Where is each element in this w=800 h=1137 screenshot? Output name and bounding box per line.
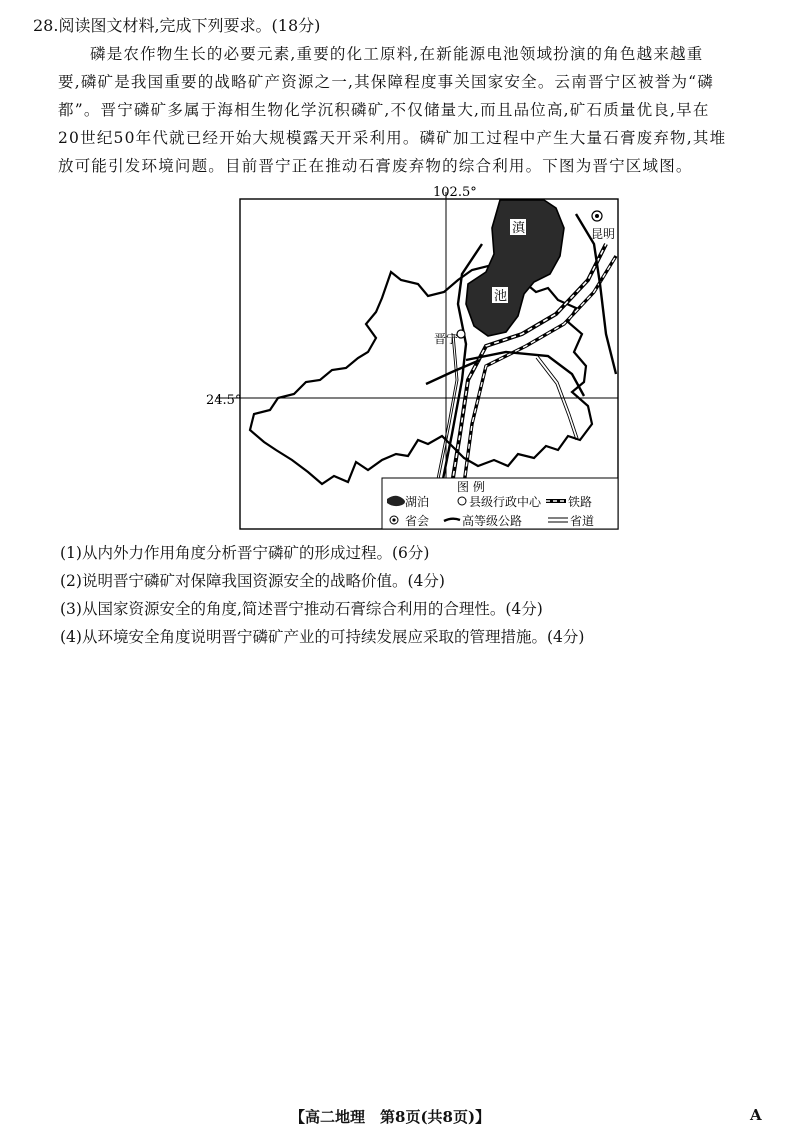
legend-county-symbol (458, 497, 466, 505)
legend-railway: 铁路 (568, 495, 593, 509)
subquestion-2: (2)说明晋宁磷矿对保障我国资源安全的战略价值。(4分) (60, 572, 445, 590)
legend-provincial: 省道 (570, 514, 595, 528)
capital-city-dot (595, 214, 599, 218)
longitude-label: 102.5° (433, 185, 477, 200)
subquestion-3: (3)从国家资源安全的角度,简述晋宁推动石膏综合利用的合理性。(4分) (60, 600, 543, 618)
material-line: 要,磷矿是我国重要的战略矿产资源之一,其保障程度事关国家安全。云南晋宁区被誉为“磷 (58, 73, 714, 91)
legend-capital-dot (392, 518, 395, 521)
map-legend (382, 478, 618, 529)
material-line: 20世纪50年代就已经开始大规模露天开采利用。磷矿加工过程中产生大量石膏废弃物,其堆 (58, 129, 727, 147)
jinning-region-map (196, 184, 626, 534)
county-center-marker (457, 330, 465, 338)
legend-lake: 湖泊 (405, 495, 430, 509)
lake-label-2: 池 (494, 289, 508, 304)
subquestion-4: (4)从环境安全角度说明晋宁磷矿产业的可持续发展应采取的管理措施。(4分) (60, 628, 585, 646)
question-material (58, 40, 748, 180)
legend-title: 图 例 (457, 480, 485, 494)
latitude-label: 24.5° (206, 393, 242, 408)
material-line: 放可能引发环境问题。目前晋宁正在推动石膏废弃物的综合利用。下图为晋宁区域图。 (58, 157, 693, 175)
subquestion-1: (1)从内外力作用角度分析晋宁磷矿的形成过程。(6分) (60, 544, 430, 562)
kunming-label: 昆明 (591, 227, 616, 241)
legend-capital: 省会 (405, 514, 430, 528)
jinning-label: 晋宁 (434, 332, 459, 346)
footer-page-info: 【高二地理 第8页(共8页)】 (290, 1108, 491, 1126)
footer-version: A (750, 1106, 762, 1124)
legend-county: 县级行政中心 (469, 495, 542, 509)
material-line: 都”。晋宁磷矿多属于海相生物化学沉积磷矿,不仅储量大,而且品位高,矿石质量优良,早在 (58, 101, 710, 119)
legend-highway: 高等级公路 (462, 514, 523, 528)
lake-label-1: 滇 (512, 221, 526, 236)
question-header: 28.阅读图文材料,完成下列要求。(18分) (33, 16, 321, 35)
material-line: 磷是农作物生长的必要元素,重要的化工原料,在新能源电池领域扮演的角色越来越重 (90, 45, 704, 63)
